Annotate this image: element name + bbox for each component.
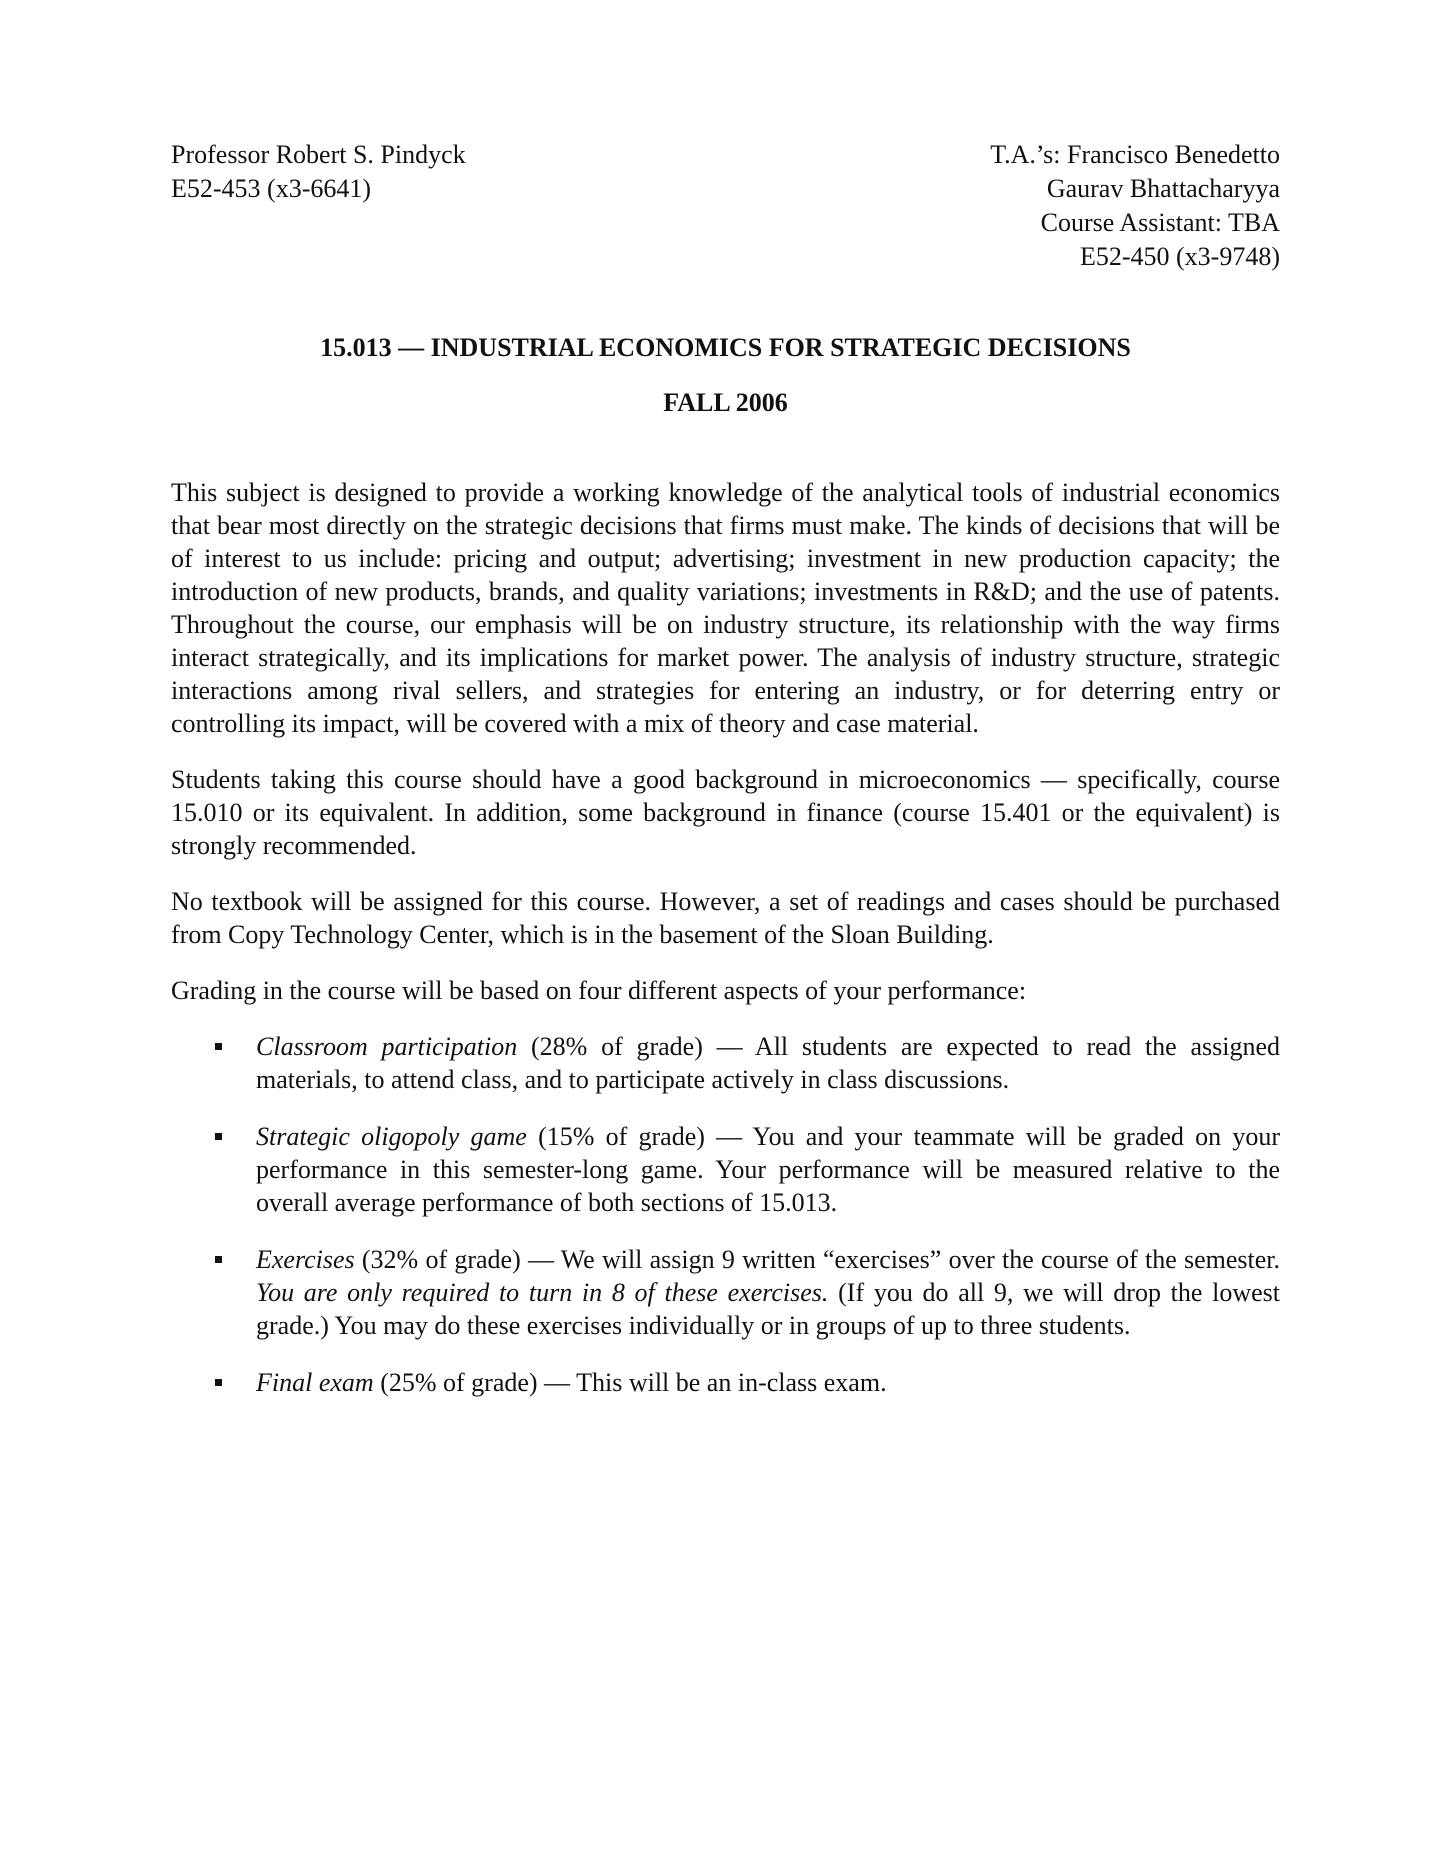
grading-item-text: (28% of grade) — All students are expected to read the assigned materials, to attend class, and to participate actively in class discussions.	[256, 1032, 1280, 1094]
paragraph-description: This subject is designed to provide a working knowledge of the analytical tools of industrial economics that bear most directly on the strategic decisions that firms must make. The kinds of decisions that will be of interest to us include: pricing and output; advertising; investment in new production capacity; the introduction of new products, brands, and quality variations; investments in R&D; and the use of patents. Throughout the course, our emphasis will be on industry structure, its relationship with the way firms interact strategically, and its implications for market power. The analysis of industry structure, strategic interactions among rival sellers, and strategies for entering an industry, or for deterring entry or controlling its impact, will be covered with a mix of theory and case material.	[171, 478, 1280, 738]
grading-item-title: Exercises	[256, 1245, 355, 1274]
professor-info	[171, 138, 466, 206]
ta-info	[990, 138, 1280, 274]
grading-item-title: Classroom participation	[256, 1032, 518, 1061]
bullet-icon	[215, 1043, 222, 1050]
grading-item-title: Final exam	[256, 1368, 374, 1397]
paragraph-prerequisites: Students taking this course should have a good background in microeconomics — specifically, course 15.010 or its equivalent. In addition, some background in finance (course 15.401 or the equivalent) is strongly recommended.	[171, 765, 1280, 860]
ta-line-2: Gaurav Bhattacharyya	[1046, 174, 1280, 203]
bullet-icon	[215, 1133, 222, 1140]
grading-item-emphasis: You are only required to turn in 8 of these exercises.	[256, 1278, 829, 1307]
bullet-icon	[215, 1379, 222, 1386]
ta-line-1: T.A.’s: Francisco Benedetto	[990, 140, 1280, 169]
grading-item	[171, 1243, 1280, 1342]
bullet-icon	[215, 1256, 222, 1263]
grading-item	[171, 1120, 1280, 1219]
professor-name: Professor Robert S. Pindyck	[171, 140, 466, 169]
course-title: 15.013 — INDUSTRIAL ECONOMICS FOR STRATEGIC DECISIONS	[320, 333, 1131, 362]
paragraph-grading-intro: Grading in the course will be based on four different aspects of your performance:	[171, 976, 1027, 1005]
professor-office: E52-453 (x3-6641)	[171, 174, 372, 203]
grading-list	[171, 1030, 1280, 1399]
paragraph-textbook: No textbook will be assigned for this course. However, a set of readings and cases should be purchased from Copy Technology Center, which is in the basement of the Sloan Building.	[171, 887, 1280, 949]
grading-item-text: (32% of grade) — We will assign 9 written “exercises” over the course of the semester.	[354, 1245, 1280, 1274]
grading-item	[171, 1366, 1280, 1399]
grading-item-text-after: (If you do all 9, we will drop the lowest grade.) You may do these exercises individually or in groups of up to three students.	[256, 1278, 1281, 1340]
grading-item-text: (25% of grade) — This will be an in-class exam.	[373, 1368, 887, 1397]
grading-item-text: (15% of grade) — You and your teammate will be graded on your performance in this semester-long game. Your performance will be measured relative to the overall average performance of both sections of 15.013.	[256, 1122, 1281, 1217]
grading-item-title: Strategic oligopoly game	[256, 1122, 527, 1151]
body-text	[171, 476, 1280, 1423]
course-term: FALL 2006	[663, 388, 788, 417]
grading-item	[171, 1030, 1280, 1096]
course-assistant: Course Assistant: TBA	[1040, 208, 1280, 237]
ta-office: E52-450 (x3-9748)	[1079, 242, 1280, 271]
